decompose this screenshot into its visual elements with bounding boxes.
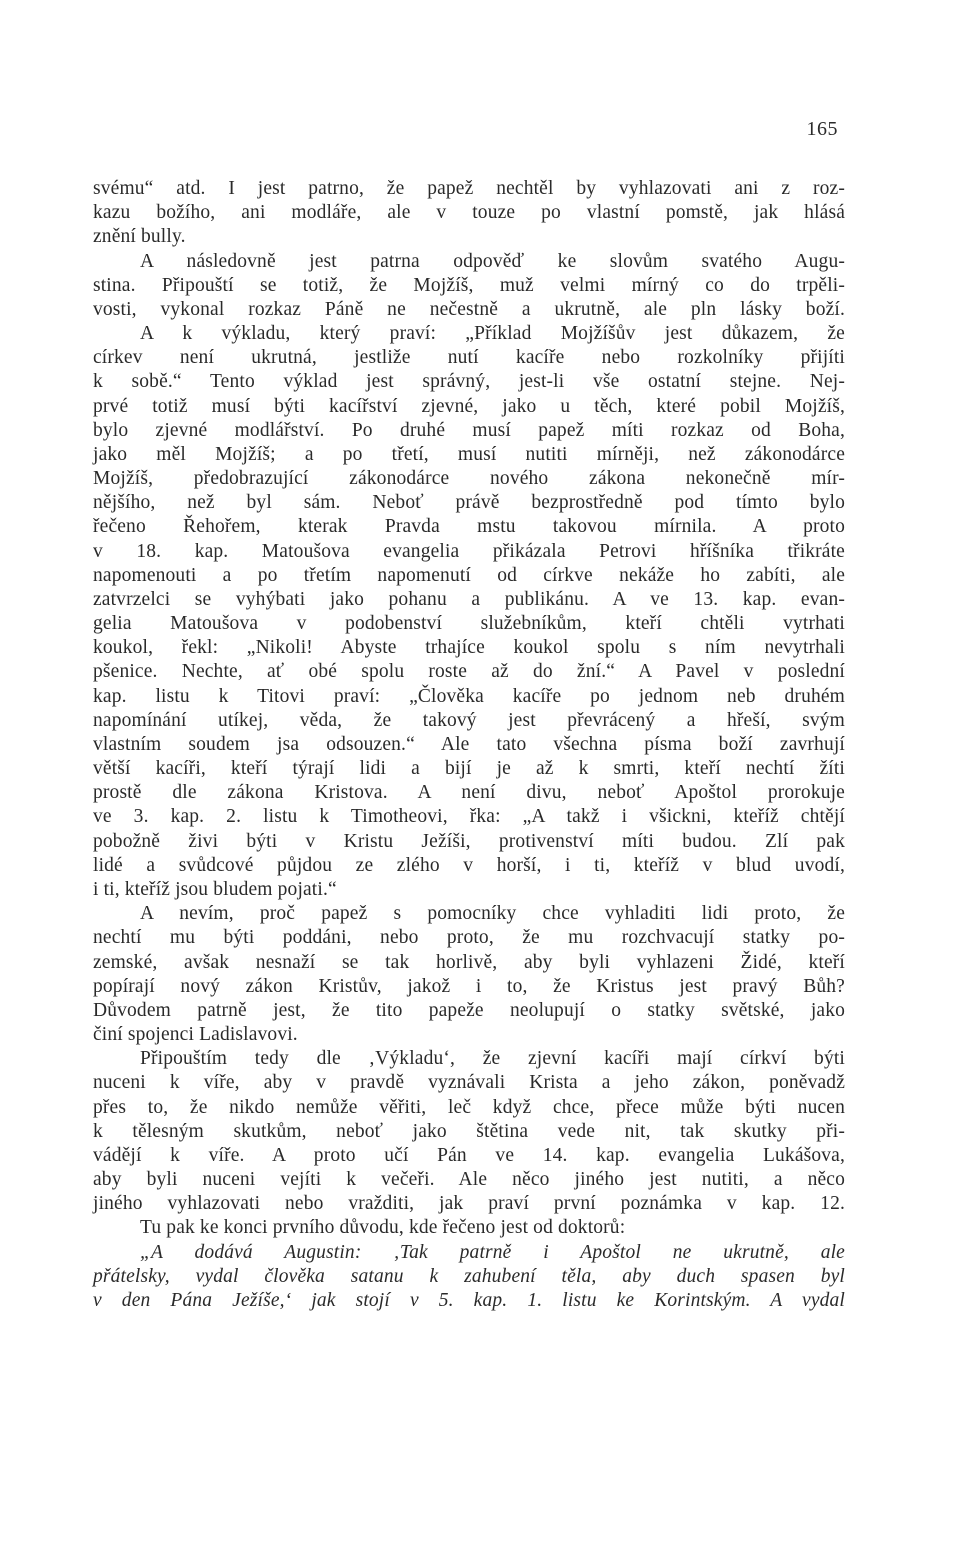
text-line: Tu pak ke konci prvního důvodu, kde řečeno jest od doktorů: [140, 1217, 626, 1239]
text-line: zatvrzelci se vyhýbati jako pohanu a publikánu. A ve 13. kap. evan- [93, 588, 845, 610]
text-line: aby byli nuceni vejíti k večeři. Ale něco jiného jest nutiti, a něco [93, 1169, 845, 1191]
text-line: lidé a svůdcové půjdou ze zlého v horší, i ti, kteříž v blud uvodí, [93, 854, 845, 876]
text-line: Mojžíš, předobrazující zákonodárce nového zákona nekonečně mír- [93, 468, 845, 490]
text-line: napomenouti a po třetím napomenutí od církve nekáže ho zabíti, ale [93, 564, 845, 586]
text-line: „A dodává Augustin: ‚Tak patrně i Apoštol ne ukrutně, ale [140, 1241, 845, 1263]
text-line: jako měl Mojžíš; a po třetí, musí nutiti mírněji, než zákonodárce [93, 443, 845, 465]
text-line: pobožně živi býti v Kristu Ježíši, protivenství míti budou. Zlí pak [93, 830, 845, 852]
text-line: řečeno Řehořem, kterak Pravda mstu takovou mírnila. A proto [93, 516, 845, 538]
text-line: A k výkladu, který praví: „Příklad Mojžíšův jest důkazem, že [140, 323, 845, 345]
text-line: vádějí k víře. A proto učí Pán ve 14. kap. evangelia Lukášova, [93, 1144, 845, 1166]
text-line: pšenice. Nechte, ať obé spolu roste až do žní.“ A Pavel v poslední [93, 661, 845, 683]
text-line: přátelsky, vydal člověka satanu k zahubení těla, aby duch spasen byl [93, 1265, 845, 1287]
text-line: Připouštím tedy dle ‚Výkladu‘, že zjevní kacíři mají církví býti [140, 1048, 845, 1070]
text-line: v 18. kap. Matoušova evangelia přikázala Petrovi hříšníka třikráte [93, 540, 845, 562]
text-line: prostě dle zákona Kristova. A není divu, neboť Apoštol prorokuje [93, 782, 845, 804]
text-line: A nevím, proč papež s pomocníky chce vyhladiti lidi proto, že [140, 903, 845, 925]
text-line: zemské, avšak nesnaží se tak horlivě, aby byli vyhlazeni Židé, kteří [93, 951, 845, 973]
text-line: k sobě.“ Tento výklad jest správný, jest-li vše ostatní stejne. Nej- [93, 371, 845, 393]
text-line: svému“ atd. I jest patrno, že papež nechtěl by vyhlazovati ani z roz- [93, 178, 845, 199]
text-line: větší kacíři, kteří týrají lidi a bijí je až k smrti, kteří nechtí žíti [93, 758, 845, 780]
text-line: popírají nový zákon Kristův, jakož i to, že Kristus jest pravý Bůh? [93, 975, 845, 997]
text-line: gelia Matoušova v podobenství služebníkům, kteří chtěli vytrhati [93, 613, 845, 635]
page-number: 165 [806, 118, 838, 140]
text-line: kap. listu k Titovi praví: „Člověka kacíře po jednom neb druhém [93, 685, 845, 707]
text-line: nechtí mu býti poddáni, nebo proto, že mu rozchvacují statky po- [93, 927, 845, 949]
text-line: koukol, řekl: „Nikoli! Abyste trhajíce koukol spolu s ním nevytrhali [93, 637, 845, 659]
text-line: činí spojenci Ladislavovi. [93, 1024, 298, 1046]
text-line: Důvodem patrně jest, že tito papeže neolupují o statky světské, jako [93, 999, 845, 1021]
text-line: ve 3. kap. 2. listu k Timotheovi, řka: „A takž i všickni, kteříž chtějí [93, 806, 845, 828]
text-line: i ti, kteříž jsou bludem pojati.“ [93, 878, 337, 900]
text-line: přes to, že nikdo nemůže věřiti, leč když chce, přece může býti nucen [93, 1096, 845, 1118]
text-line: kazu božího, ani modláře, ale v touze po vlastní pomstě, jak hlásá [93, 202, 845, 224]
text-line: vlastním soudem jsa odsouzen.“ Ale tato všechna písma boží zavrhují [93, 733, 845, 755]
text-line: vosti, vykonal rozkaz Páně ne nečestně a ukrutně, ale pln lásky boží. [93, 298, 845, 320]
text-line: A následovně jest patrna odpověď ke slovům svatého Augu- [140, 250, 845, 272]
text-line: znění bully. [93, 226, 186, 248]
text-line: nuceni k víře, aby v pravdě vyznávali Krista a jeho zákon, poněvadž [93, 1072, 845, 1094]
text-line: církev není ukrutná, jestliže nutí kacíře nebo rozkolníky přijíti [93, 347, 845, 369]
text-line: stina. Připouští se totiž, že Mojžíš, muž velmi mírný co do trpěli- [93, 274, 845, 296]
text-line: napomínání utíkej, věda, že takový jest převrácený a hřeší, svým [93, 709, 845, 731]
text-line: bylo zjevné modlářství. Po druhé musí papež míti rozkaz od Boha, [93, 419, 845, 441]
text-line: v den Pána Ježíše,‘ jak stojí v 5. kap. 1. listu ke Korintským. A vydal [93, 1289, 845, 1311]
text-line: prvé totiž musí býti kacířství zjevné, jako u těch, které pobil Mojžíš, [93, 395, 845, 417]
text-line: jiného vyhlazovati nebo vražditi, jak praví první poznámka v kap. 12. [93, 1193, 845, 1215]
body-text [93, 177, 845, 1313]
text-line: k tělesným skutkům, neboť jako štětina vede nit, tak skutky při- [93, 1120, 845, 1142]
text-line: nějšího, než byl sám. Neboť právě bezprostředně pod tímto bylo [93, 492, 845, 514]
